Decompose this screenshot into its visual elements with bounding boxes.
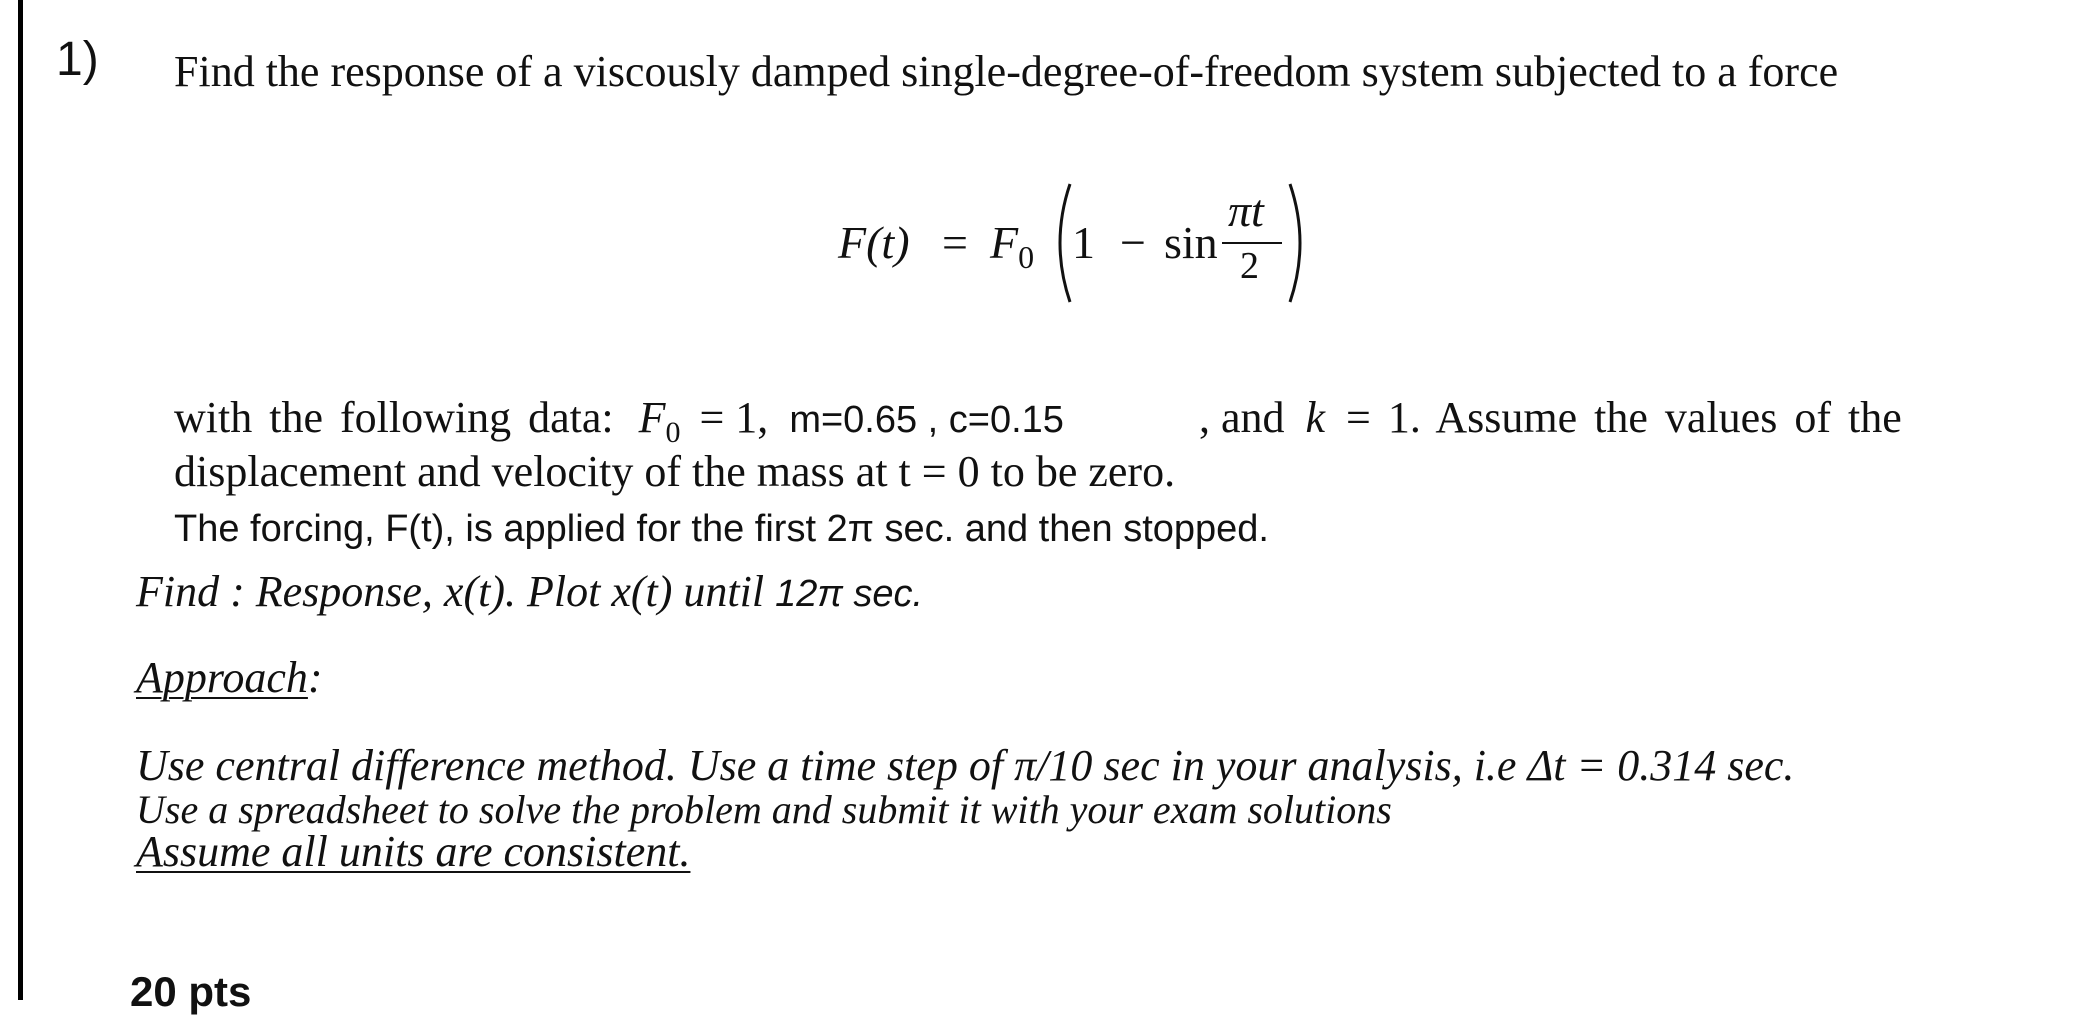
approach-heading bbox=[136, 652, 323, 703]
margin-rule bbox=[18, 0, 23, 1000]
approach-colon: : bbox=[307, 653, 323, 702]
instruction-method: Use central difference method. Use a time step of π/10 sec in your analysis, i.e Δt = 0.314 sec. bbox=[136, 741, 1795, 790]
eq-coef: $F_0$ bbox=[990, 217, 1035, 276]
right-paren-icon bbox=[1284, 178, 1314, 308]
find-line bbox=[136, 566, 923, 617]
f0-value: = 1, bbox=[699, 393, 769, 442]
instruction-spreadsheet: Use a spreadsheet to solve the problem and submit it with your exam solutions bbox=[136, 787, 1392, 832]
k-value: = 1. Assume the values of the bbox=[1346, 393, 1902, 442]
points-label: 20 pts bbox=[130, 968, 252, 1015]
find-text: Find : Response, x(t). Plot x(t) until bbox=[136, 567, 776, 616]
eq-one: 1 bbox=[1072, 217, 1095, 268]
eq-sin: sin bbox=[1164, 217, 1218, 268]
instruction-units: Assume all units are consistent. bbox=[136, 827, 691, 876]
eq-minus: − bbox=[1120, 217, 1146, 268]
eq-denominator: 2 bbox=[1240, 245, 1259, 287]
eq-equals: = bbox=[942, 217, 968, 268]
question-number: 1) bbox=[56, 33, 99, 86]
mass-damping-values: m=0.65 , c=0.15 bbox=[789, 399, 1064, 441]
forcing-duration-line: The forcing, F(t), is applied for the first 2π sec. and then stopped. bbox=[174, 508, 1269, 550]
approach-label: Approach bbox=[136, 653, 308, 702]
eq-lhs: F(t) bbox=[838, 217, 910, 268]
initial-conditions-line: displacement and velocity of the mass at t = 0 to be zero. bbox=[174, 447, 1176, 496]
and-text: , and bbox=[1198, 393, 1285, 442]
data-prefix: with the following data: bbox=[174, 393, 614, 442]
find-tail: 12π sec. bbox=[775, 573, 924, 615]
question-intro: Find the response of a viscously damped single-degree-of-freedom system subjected to a force bbox=[174, 47, 1839, 96]
eq-numerator: πt bbox=[1228, 185, 1264, 236]
f0-symbol: $F_0$ bbox=[638, 393, 681, 449]
data-line bbox=[174, 392, 1902, 450]
k-symbol: k bbox=[1305, 393, 1326, 442]
